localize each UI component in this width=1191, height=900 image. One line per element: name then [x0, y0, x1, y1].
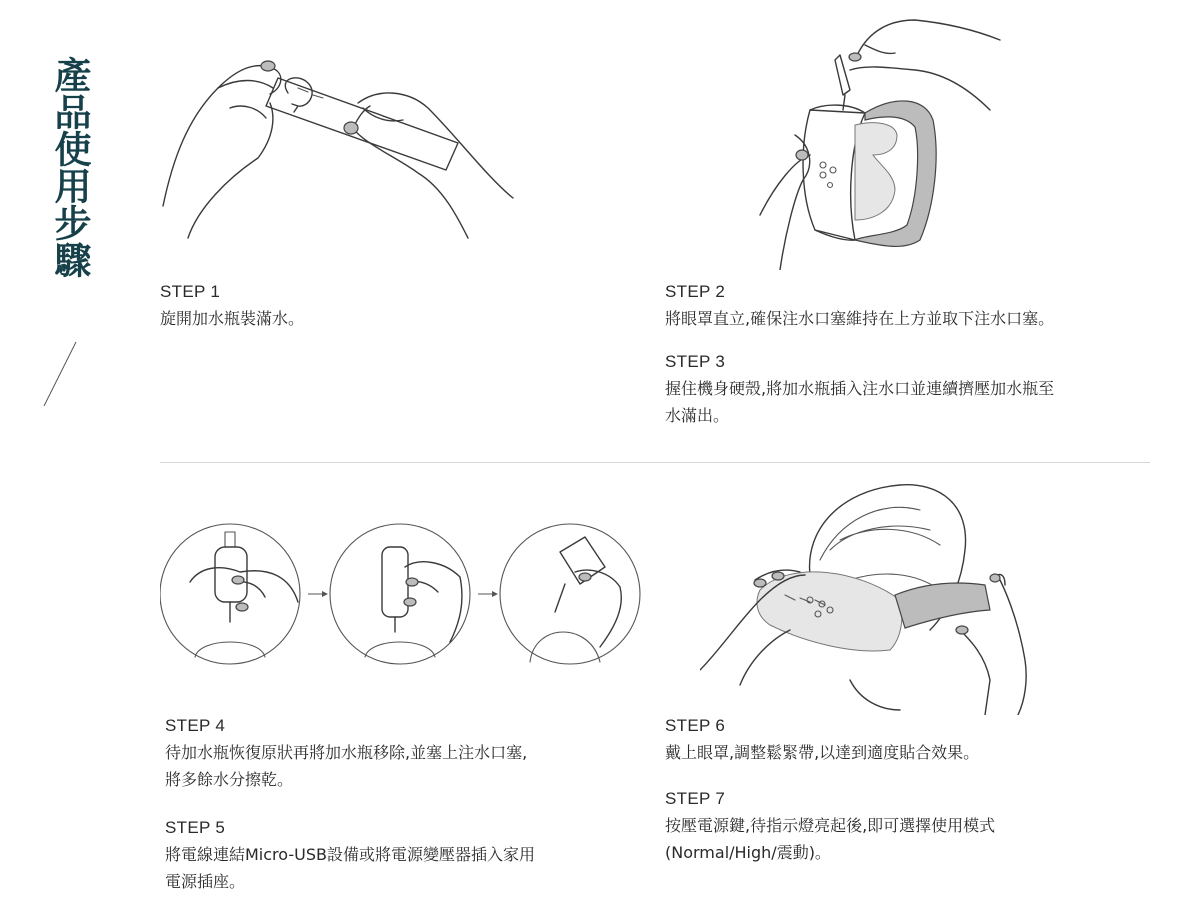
step-label: STEP 7 — [665, 789, 726, 808]
step-label: STEP 5 — [165, 818, 226, 837]
step-label: STEP 1 — [160, 282, 221, 301]
step-text: 將多餘水分擦乾。 — [165, 770, 294, 789]
step-text: 將眼罩直立,確保注水口塞維持在上方並取下注水口塞。 — [665, 309, 1055, 328]
decorative-slash — [40, 340, 80, 410]
step-text: 水滿出。 — [665, 406, 730, 425]
section-divider — [160, 462, 1150, 463]
step-text: 戴上眼罩,調整鬆緊帶,以達到適度貼合效果。 — [665, 743, 980, 762]
step-3 — [665, 348, 1054, 429]
step-label: STEP 3 — [665, 352, 726, 371]
step-label: STEP 4 — [165, 716, 226, 735]
step-text: 待加水瓶恢復原狀再將加水瓶移除,並塞上注水口塞, — [165, 743, 528, 762]
sequence-circle-1 — [160, 524, 300, 664]
step-6 — [665, 712, 979, 766]
step-7 — [665, 785, 995, 866]
step-text: 旋開加水瓶裝滿水。 — [160, 309, 305, 328]
step-text: (Normal/High/震動)。 — [665, 843, 831, 862]
step-label: STEP 2 — [665, 282, 726, 301]
bottle-removal-sequence-illustration — [160, 522, 645, 667]
step-text: 握住機身硬殼,將加水瓶插入注水口並連續擠壓加水瓶至 — [665, 379, 1055, 398]
step-text: 按壓電源鍵,待指示燈亮起後,即可選擇使用模式 — [665, 816, 996, 835]
sequence-circle-3 — [500, 524, 640, 664]
filling-eye-mask-illustration — [755, 15, 1015, 270]
arrow-right-icon — [478, 591, 498, 597]
step-text: 將電線連結Micro-USB設備或將電源變壓器插入家用 — [165, 845, 535, 864]
step-4 — [165, 712, 527, 793]
page-title: 產品使用步驟 — [48, 56, 91, 278]
step-2 — [665, 278, 1054, 332]
step-text: 電源插座。 — [165, 872, 246, 891]
sequence-circle-2 — [330, 524, 470, 664]
wearing-eye-mask-illustration — [700, 480, 1030, 715]
step-5 — [165, 814, 535, 895]
arrow-right-icon — [308, 591, 328, 597]
hands-opening-bottle-illustration — [158, 48, 518, 248]
step-1 — [160, 278, 304, 332]
step-label: STEP 6 — [665, 716, 726, 735]
